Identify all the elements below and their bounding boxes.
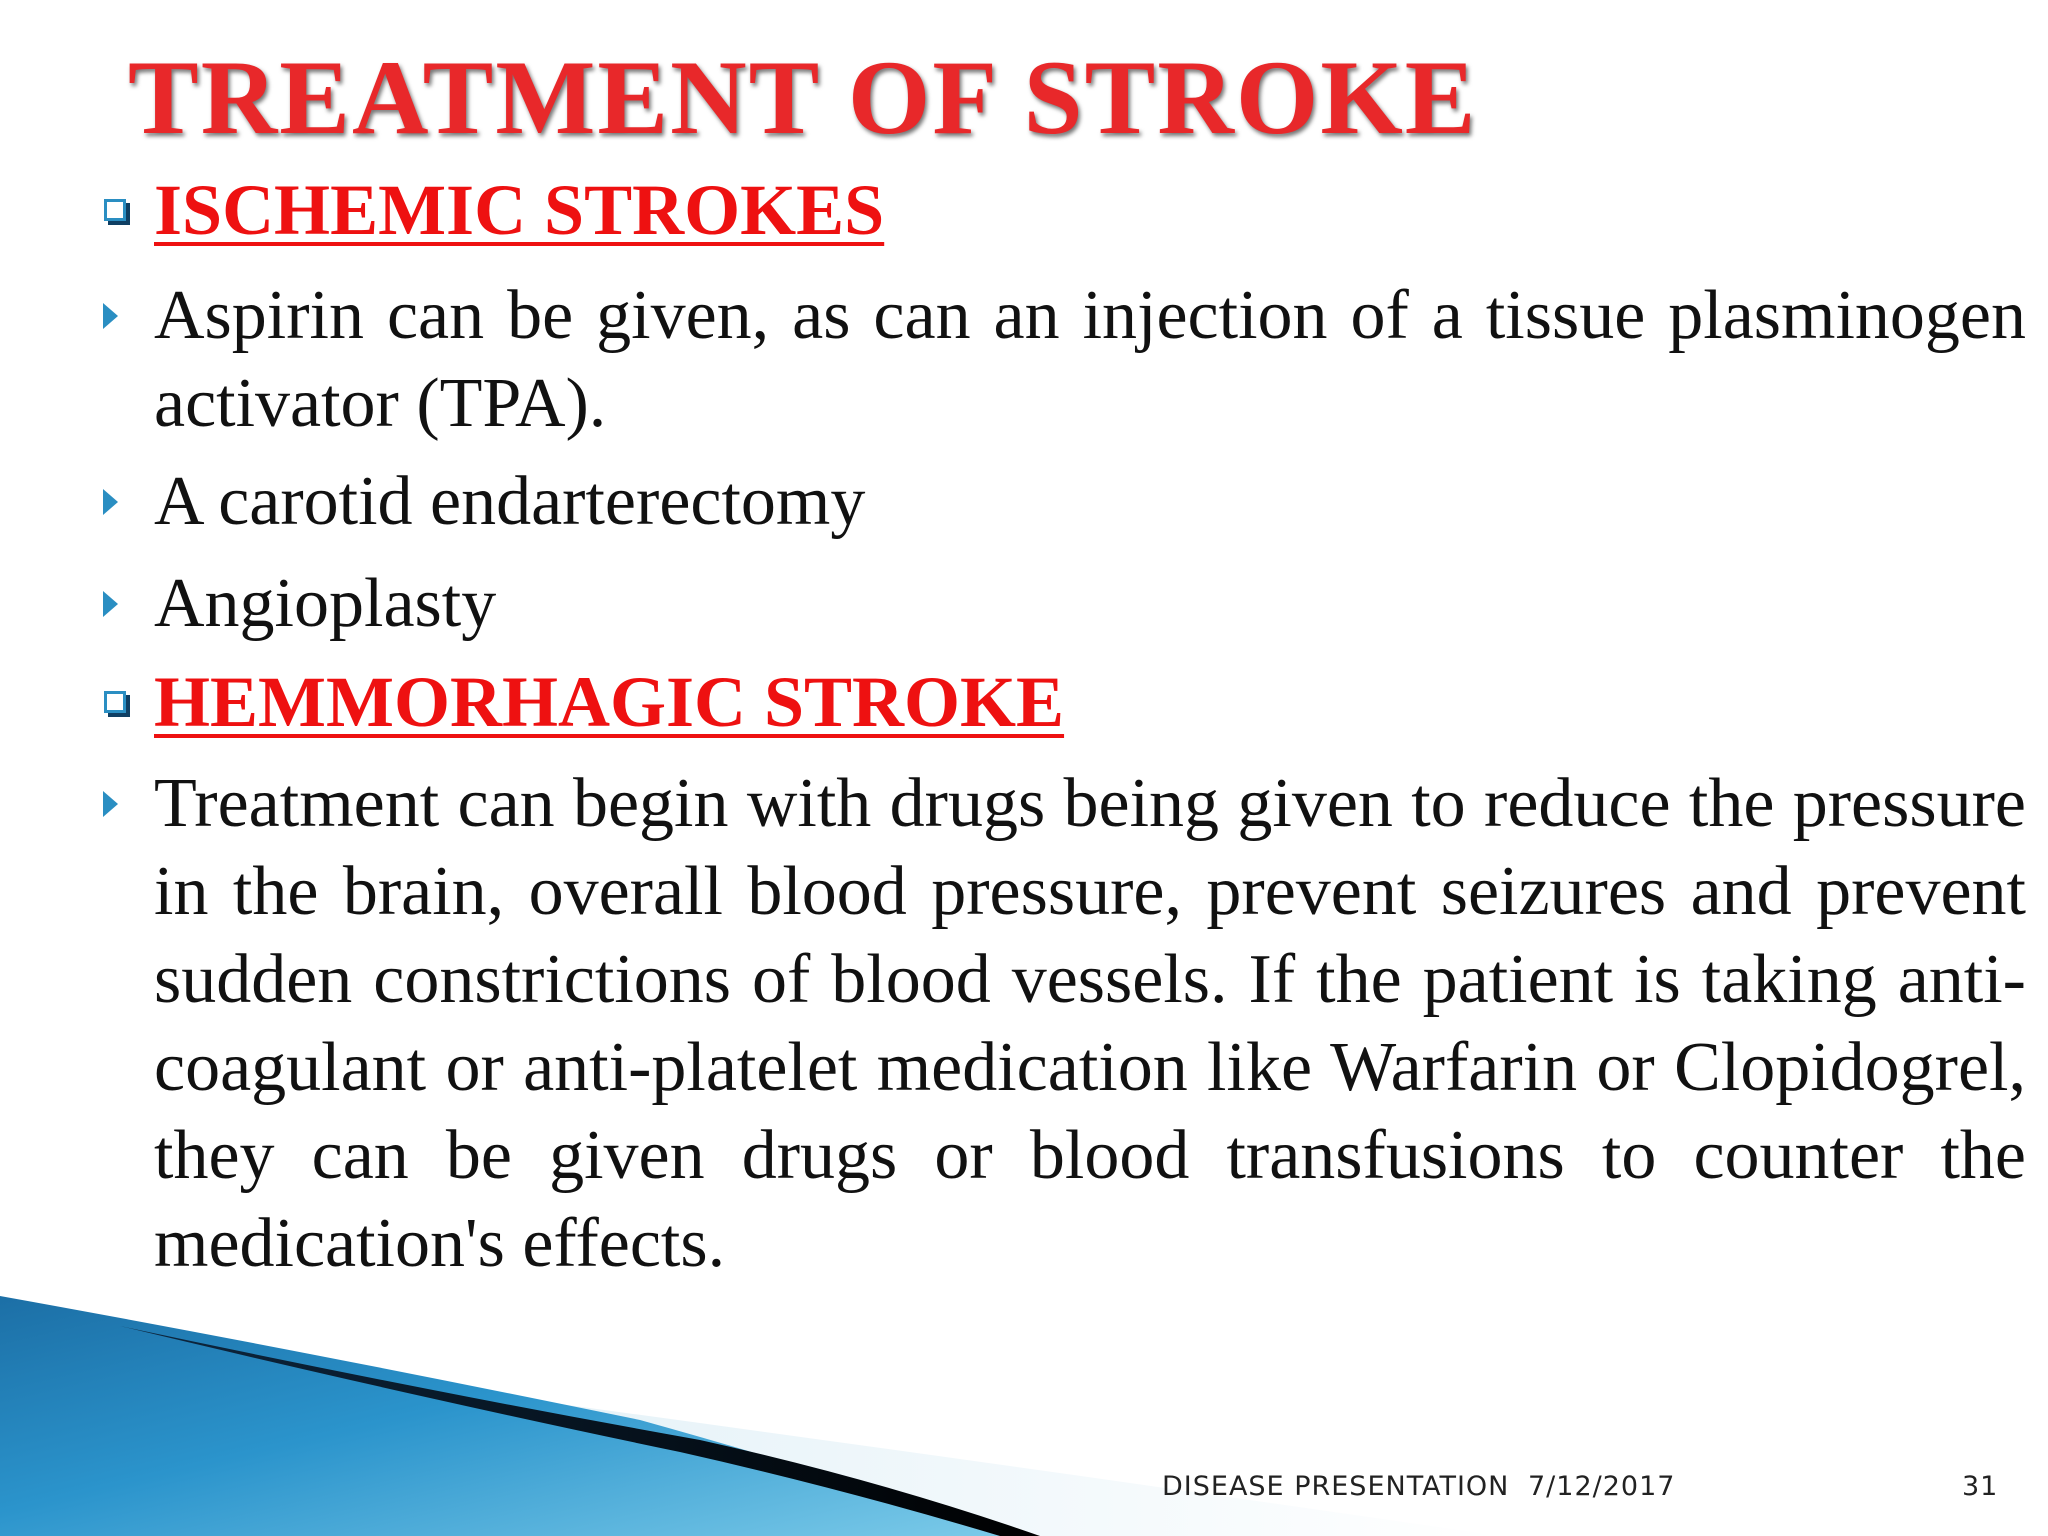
bullet-text: Aspirin can be given, as can an injection of a tissue plasminogen activator (TPA). xyxy=(154,277,2026,442)
shadowed-square-bullet-icon xyxy=(104,691,126,713)
triangle-arrow-bullet-icon xyxy=(103,489,118,515)
bullet-text: A carotid endarterectomy xyxy=(154,463,866,540)
triangle-arrow-bullet-icon xyxy=(103,591,118,617)
footer-date: 7/12/2017 xyxy=(1528,1471,1676,1502)
bullet-text: Treatment can begin with drugs being given to reduce the pressure in the brain, overall blood pressure, prevent seizures and prevent sudden constrictions of blood vessels. If the patient is taking anti-coagulant or anti-platelet medication like Warfarin or Clopidogrel, they can be given drugs or blood transfusions to counter the medication's effects. xyxy=(154,765,2026,1282)
slide-title: TREATMENT OF STROKE xyxy=(128,39,1478,156)
footer-presentation-name: DISEASE PRESENTATION xyxy=(1162,1471,1510,1502)
bullet-text: Angioplasty xyxy=(154,565,497,642)
section-heading: ISCHEMIC STROKES xyxy=(154,170,885,250)
footer-page-number: 31 xyxy=(1962,1471,1999,1502)
triangle-arrow-bullet-icon xyxy=(103,303,118,329)
section-heading: HEMMORHAGIC STROKE xyxy=(154,662,1065,742)
shadowed-square-bullet-icon xyxy=(104,199,126,221)
triangle-arrow-bullet-icon xyxy=(103,791,118,817)
